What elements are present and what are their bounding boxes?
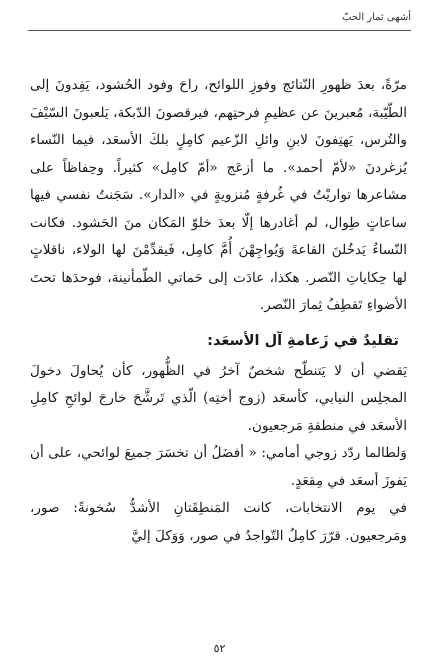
paragraph: يَقضي أن لا يَتنطّح شخصٌ آخرُ في الظُّهور، كأن يُحاولَ دخولَ المجلِس النيابي، كأسعَد (زوج أختِه) الّذي تَرشَّحَ خارجَ لوائحِ كامِلِ الأسعَد في منطقةِ مَرجعيون. [30,362,407,434]
paragraph: وَلطالما ردّد زوجي أمامي: « أفضَلُ أن تخسَرَ جميعَ لوائحي، على أن يَفوزَ أسعَد في مِقعَدٍ. [30,445,407,489]
page-number: ٥٢ [213,642,226,655]
header-rule [28,30,411,31]
paragraph: مرّةً، بعدَ ظهورِ النّتائج وفوزِ اللوائح، راحَ وفود الحُشود، يَفِدونَ إلى الطّيّبة، مُعبرينَ عن عظيمِ فرحتِهم، فيرقصونَ الدّبكة، يَلعبونَ السّيْفَ والتُرس، يَهتِفونَ لابنِ وائلِ الزّعيم كامِلٍ بلكَ الأسعَد، فيما النّساء يُزغردنَ «لأمّ أحمد». ما أزعَج «أمّ كامِل» كثيراً. وحِفاظاً على مشاعرها تواريْتُ في غُرفةٍ مُنزويةٍ في «الدار». سَجَنتُ نفسي فيها ساعاتٍ طِوال، لم أغادرها إلّا بعدَ خلوّ المَكان منَ الحَشود. فكانت النّساءُ يَدخُلنَ القاعةَ وَيُواجِهْنَ أُمَّ كامِل، فَيقدِّمْنَ لها الولاء، ناقلاتٍ لها حِكاياتِ النّصر. هكذا، عادَت إلى حَماتي الطّمأنينة، فوحدَها تحتَ الأضواءِ تَقطِفُ ثِمارَ النّصر. [30,77,407,313]
running-header: أشهى ثمار الحبّ [342,12,411,23]
paragraph: في يوم الانتخابات، كانت المَنطِقَتانِ الأشدُّ سُخونةً: صور، ومَرجعيون. قرّرَ كامِلُ التّواجدُ في صور، وَوَكلَ إليَّ [30,500,407,544]
page-body [30,72,407,550]
section-heading: تقليدٌ في زَعامةِ آل الأسعَد: [207,332,399,349]
